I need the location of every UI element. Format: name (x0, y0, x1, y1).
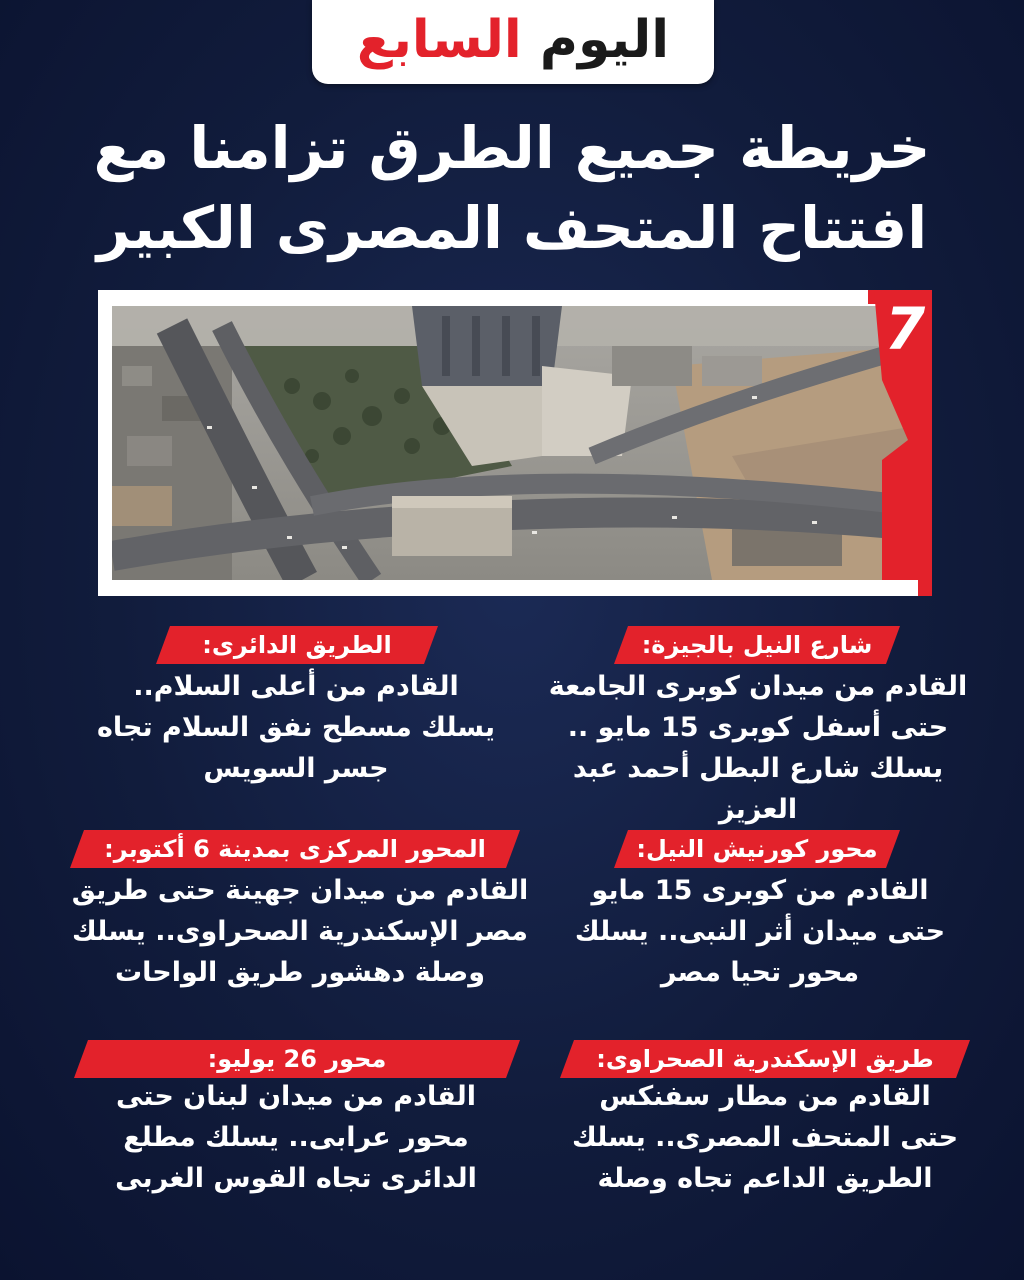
newspaper-logo (312, 0, 714, 84)
section-body-26-july-axis: القادم من ميدان لبنان حتى محور عرابى.. يسلك مطلع الدائرى تجاه القوس الغربى (115, 1081, 477, 1194)
section-heading-text: محور كورنيش النيل: (636, 835, 878, 863)
title-line-1: خريطة جميع الطرق تزامنا مع (93, 114, 931, 182)
section-heading-alex-desert-road (560, 1040, 970, 1078)
badge-number: 7 (884, 295, 926, 363)
section-heading-text: محور 26 يوليو: (207, 1045, 387, 1073)
section-heading-nile-giza (614, 626, 900, 664)
logo-word-black: اليوم (539, 10, 670, 70)
section-heading-text: شارع النيل بالجيزة: (641, 631, 873, 659)
section-heading-text: المحور المركزى بمدينة 6 أكتوبر: (104, 835, 486, 863)
logo-text (356, 10, 670, 70)
section-heading-nile-corniche (614, 830, 900, 868)
section-body-alex-desert-road: القادم من مطار سفنكس حتى المتحف المصرى.. يسلك الطريق الداعم تجاه وصلة (571, 1081, 959, 1194)
section-body-central-axis-october: القادم من ميدان جهينة حتى طريق مصر الإسكندرية الصحراوى.. يسلك وصلة دهشور طريق الواحات (71, 875, 529, 988)
section-heading-text: الطريق الدائرى: (202, 631, 392, 659)
section-heading-ring-road (156, 626, 438, 664)
section-body-nile-corniche: القادم من كوبرى 15 مايو حتى ميدان أثر النبى.. يسلك محور تحيا مصر (574, 875, 946, 988)
section-body-ring-road: القادم من أعلى السلام.. يسلك مسطح نفق السلام تجاه جسر السويس (96, 671, 496, 784)
title-line-2: افتتاح المتحف المصرى الكبير (96, 194, 928, 262)
page-title (40, 108, 984, 268)
logo-word-red: السابع (356, 10, 522, 70)
aerial-photo-illustration (112, 306, 916, 580)
photo-frame (98, 290, 932, 596)
section-heading-26-july-axis (74, 1040, 520, 1078)
section-heading-central-axis-october (70, 830, 520, 868)
section-body-nile-giza: القادم من ميدان كوبرى الجامعة حتى أسفل كوبرى 15 مايو .. يسلك شارع البطل أحمد عبد العزيز (548, 671, 968, 825)
section-heading-text: طريق الإسكندرية الصحراوى: (596, 1045, 934, 1073)
aerial-museum-photo (112, 306, 916, 580)
